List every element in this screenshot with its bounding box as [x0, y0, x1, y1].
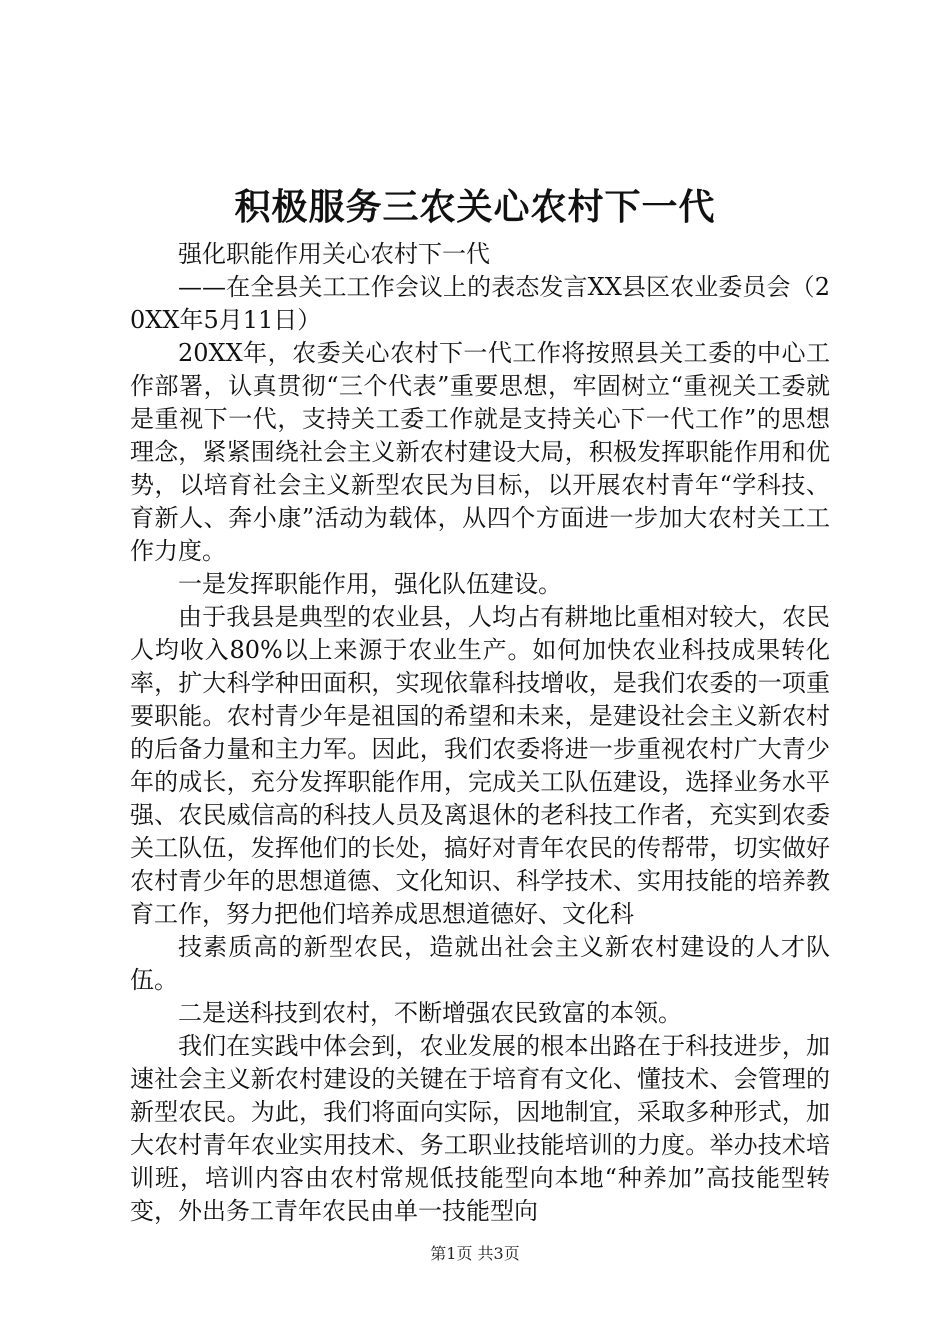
paragraph-subtitle: 强化职能作用关心农村下一代: [178, 240, 490, 268]
paragraph-section-two-body: 我们在实践中体会到，农业发展的根本出路在于科技进步，加速社会主义新农村建设的关键在于培育有文化、懂技术、会管理的新型农民。为此，我们将面向实际，因地制宜，采取多种形式，加大农村青年农业实用技术、务工职业技能培训的力度。举办技术培训班，培训内容由农村常规低技能型向本地“种养加”高技能型转变，外出务工青年农民由单一技能型向: [130, 1032, 830, 1225]
paragraph-section-one-continued: 技素质高的新型农民，造就出社会主义新农村建设的人才队伍。: [130, 933, 830, 994]
document-body: [130, 238, 830, 1228]
document-title: 积极服务三农关心农村下一代: [234, 186, 716, 228]
page-footer: 第1页 共3页: [430, 1244, 520, 1263]
paragraph-heading-one: 一是发挥职能作用，强化队伍建设。: [178, 570, 562, 598]
paragraph-heading-two: 二是送科技到农村，不断增强农民致富的本领。: [178, 999, 682, 1027]
paragraph-speaker-info: ——在全县关工工作会议上的表态发言XX县区农业委员会（20XX年5月11日）: [130, 273, 830, 334]
paragraph-section-one-body: 由于我县是典型的农业县，人均占有耕地比重相对较大，农民人均收入80%以上来源于农业生产。如何加快农业科技成果转化率，扩大科学种田面积，实现依靠科技增收，是我们农委的一项重要职能。农村青少年是祖国的希望和未来，是建设社会主义新农村的后备力量和主力军。因此，我们农委将进一步重视农村广大青少年的成长，充分发挥职能作用，完成关工队伍建设，选择业务水平强、农民威信高的科技人员及离退休的老科技工作者，充实到农委关工队伍，发挥他们的长处，搞好对青年农民的传帮带，切实做好农村青少年的思想道德、文化知识、科学技术、实用技能的培养教育工作，努力把他们培养成思想道德好、文化科: [130, 603, 830, 928]
paragraph-intro: 20XX年，农委关心农村下一代工作将按照县关工委的中心工作部署，认真贯彻“三个代表”重要思想，牢固树立“重视关工委就是重视下一代，支持关工委工作就是支持关心下一代工作”的思想理念，紧紧围绕社会主义新农村建设大局，积极发挥职能作用和优势，以培育社会主义新型农民为目标，以开展农村青年“学科技、育新人、奔小康”活动为载体，从四个方面进一步加大农村关工工作力度。: [130, 339, 830, 565]
